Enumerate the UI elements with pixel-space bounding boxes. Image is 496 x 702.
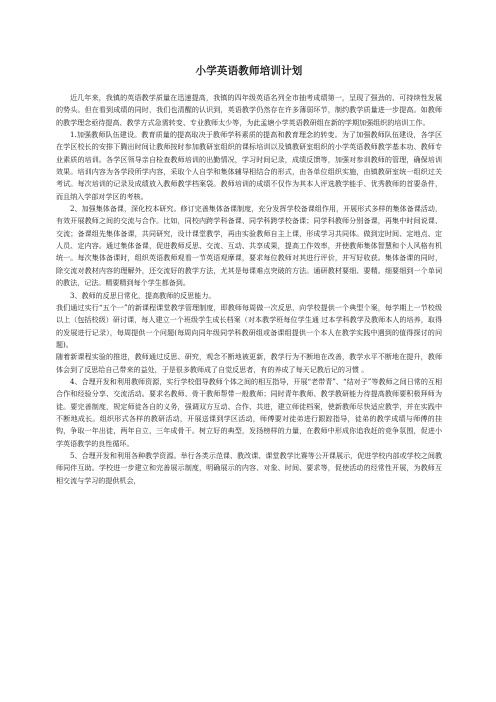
paragraph-2-collective-lesson-prep: 2、加强集体备课，深化校本研究。修订完善集体备课制度，充分发挥学校备课组作用，开展形式多样的集体备课活动，有效开展教师之间的交流与合作。比如，同校内跨学科备课、同学科跨学校备课；同学科教师分别备课，再集中时间说课、交流；备课组先集体备课，共同研究，设计课堂教学，再由实验教师自主上课，形成学习共同体。做到定时间、定地点、定人员、定内容。通过集体备课，促进教师反思、交流、互动、共享成果，提高工作效率，并使教师集体智慧和个人风格有机统一。每次集体备课时，组织英语教师观看一节英语观摩课，要求每位教师对其进行评价，并写好收获。集体备课的同时，除交流对教材内容的理解外，还交流好的教学方法，尤其是每课难点突破的方法。通研教材要细、要精。细要细到一个单词的教法，记法。精要精到每个学生都备到。 <box>56 204 442 288</box>
paragraph-1-team-building: 1.加强教师队伍建设。教育质量的提高取决于教师学科素质的提高和教育理念的转变。为了加强教师队伍建设，各学区在学区校长的安排下腾出时间让教师按时参加教研室组织的课标培训以及镇教研室组织的小学英语教师教学基本功、教师专业素质的培训。各学区领导亲自检查教师培训的出勤情况，学习时间记录，成绩反馈等，加强对参训教师的管理，确保培训效果。培训内容为各学段所学内容，采取个人自学和集体辅导相结合的形式，由各单位组织实施，由镇教研室统一组织过关考试。每次培训的记录及成绩放入教师教学档案袋。教师培训的成绩不仅作为其本人评选教学能手、优秀教师的首要条件，而且纳入学部对学区的考核。 <box>56 130 442 201</box>
paragraph-intro: 近几年来，我镇的英语教学质量在迅速提高，我镇的四年级英语名列全市抽考成绩第一，呈现了强劲的、可持续性发展的势头。但在看到成绩的同时，我们也清醒的认识到，英语教学仍然存在许多薄弱环节，制约教学质量进一步提高。如教师的教学理念亟待提高、教学方式急需转变、专业教师太少等，为此孟塘小学英语教研组在新的学期加强组织的培训工作。 <box>56 93 442 127</box>
paragraph-3-five-ones: 我们通过实行“五个一”的新课程课堂教学管理制度，即教师每周做一次反思，向学校提供一个典型个案，每学期上一节校级以上（包括校级）研讨课，每人建立一个班级学生成长档案（对本教学班每位学生通 过本学科教学及教师本人的培养，取得的发展进行记录），每周提供一个问题(每周向同年级同学科教研组或备课组提供一个本人在教学实践中遇到的值得探讨的问题)。 <box>56 302 442 349</box>
paragraph-5-teaching-resources: 5、合理开发和利用各种教学资源。举行各类示范课、教改课、课堂教学比赛等公开课展示，促进学校内部或学校之间教师同伴互助。学校进一步建立和完善展示制度，明确展示的内容、对象、时间、要求等，促使活动的经常性开展，为教师互相交流与学习的提供机会， <box>56 450 442 485</box>
paragraph-4-teacher-resources: 4、合理开发和利用教师资源，实行学校倡导教师个体之间的相互指导，开展“老带青”、“结对子”等教师之间日常的互相合作和经验分享、交流活动。要求名教师、骨干教师帮带一般教师；同时青年教师、教学教研能力待提高教师要积极拜师为徒。要完善制度，规定师徒各自的义务，强调双方互动、合作、共进，建立师徒档案，使新教师尽快适应教学，并在实践中不断地成长。组织形式各样的教研活动，开展送课到学区活动，师傅要对徒弟进行跟踪指导，徒弟的教学成绩与师傅的挂钩，争取一年出徒，两年自立，三年成骨干。树立好的典型，发扬榜样的力量，在教师中形成你追我赶的竞争氛围，促进小学英语教学的良性循环。 <box>56 376 442 448</box>
document-title: 小学英语教师培训计划 <box>195 65 303 77</box>
document-body <box>56 92 442 487</box>
paragraph-3-reflection-results: 随着新课程实验的推进，教师通过反思、研究，观念不断地被更新，教学行为不断地在改善，教学水平不断地在提升，教师体会到了反思给自己带来的益处，于是很多教师成了自觉反思者，有的养成了每天记教后记的习惯 。 <box>56 352 442 374</box>
paragraph-3-reflection-heading: 3、教师的反思日常化，提高教师的反思能力。 <box>70 290 216 300</box>
